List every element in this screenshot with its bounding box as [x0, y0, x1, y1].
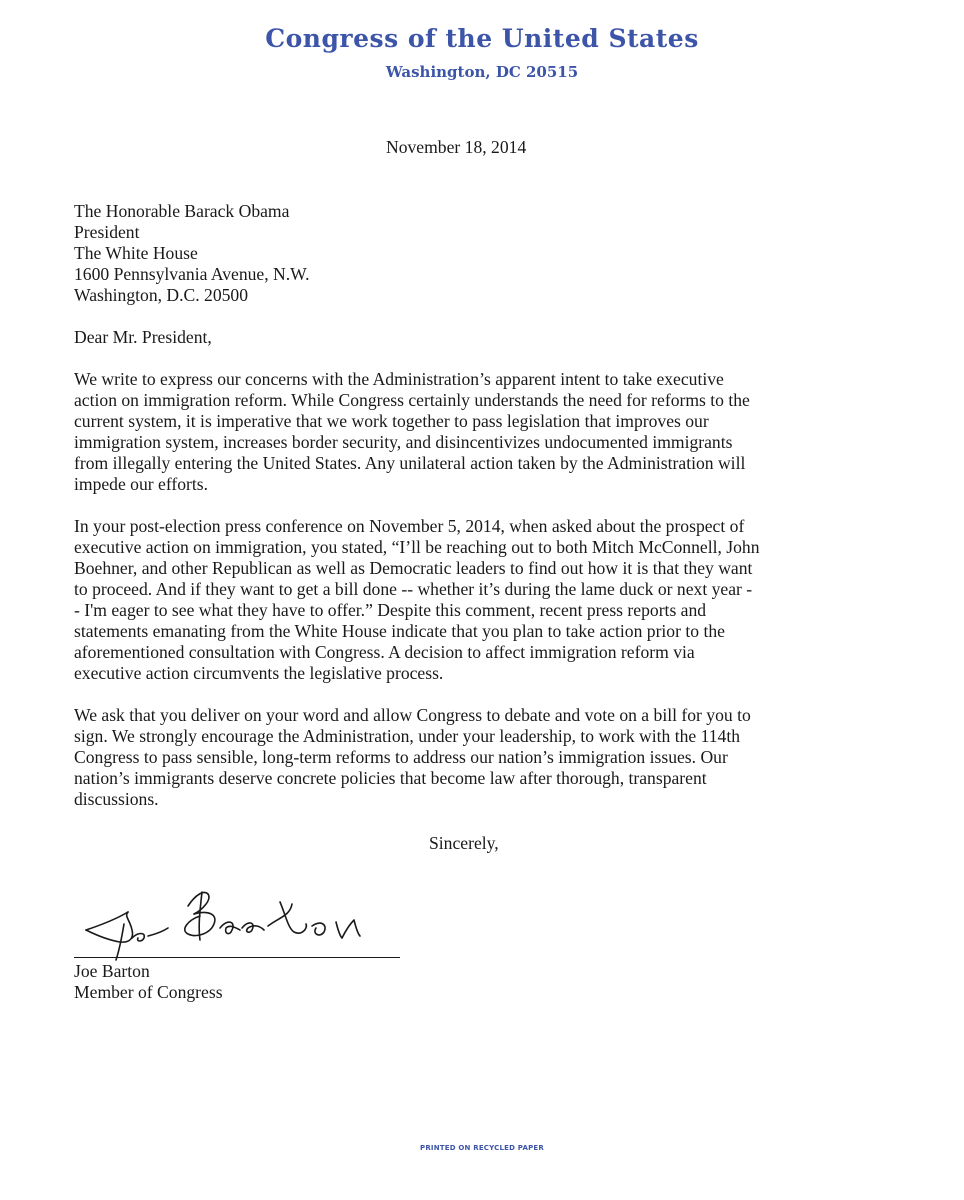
recycled-paper-note: PRINTED ON RECYCLED PAPER — [420, 1144, 544, 1152]
signer-block — [74, 961, 223, 1003]
recipient-line: Washington, D.C. 20500 — [74, 285, 249, 305]
letter-date: November 18, 2014 — [386, 137, 527, 157]
letterhead-address: Washington, DC 20515 — [385, 63, 579, 81]
letterhead-title: Congress of the United States — [265, 24, 699, 53]
signature-line — [74, 957, 400, 958]
body-paragraph: We write to express our concerns with the Administration’s apparent intent to take executive action on immigration reform. While Congress certainly understands the need for reforms to the current system, it is imperative that we work together to pass legislation that improves our immigration system, increases border security, and disincentivizes undocumented immigrants from illegally entering the United States. Any unilateral action taken by the Administration will impede our efforts. — [74, 369, 750, 494]
recipient-line: 1600 Pennsylvania Avenue, N.W. — [74, 264, 310, 284]
recipient-line: President — [74, 222, 140, 242]
closing: Sincerely, — [429, 833, 499, 853]
signer-title: Member of Congress — [74, 982, 223, 1002]
recipient-line: The White House — [74, 243, 198, 263]
handwritten-signature — [84, 880, 404, 964]
signer-name: Joe Barton — [74, 961, 150, 981]
recipient-line: The Honorable Barack Obama — [74, 201, 290, 221]
recipient-block — [74, 201, 310, 306]
salutation: Dear Mr. President, — [74, 327, 212, 347]
body-paragraph: We ask that you deliver on your word and allow Congress to debate and vote on a bill for you to sign. We strongly encourage the Administration, under your leadership, to work with the 114th Congress to pass sensible, long-term reforms to address our nation’s immigration issues. Our nation’s immigrants deserve concrete policies that become law after thorough, transparent discussions. — [74, 705, 751, 809]
body-paragraph: In your post-election press conference on November 5, 2014, when asked about the prospect of executive action on immigration, you stated, “I’ll be reaching out to both Mitch McConnell, John Boehner, and other Republican as well as Democratic leaders to find out how it is that they want to proceed. And if they want to get a bill done -- whether it’s during the lame duck or next year - - I'm eager to see what they have to offer.” Despite this comment, recent press reports and statements emanating from the White House indicate that you plan to take action prior to the aforementioned consultation with Congress. A decision to affect immigration reform via executive action circumvents the legislative process. — [74, 516, 760, 683]
